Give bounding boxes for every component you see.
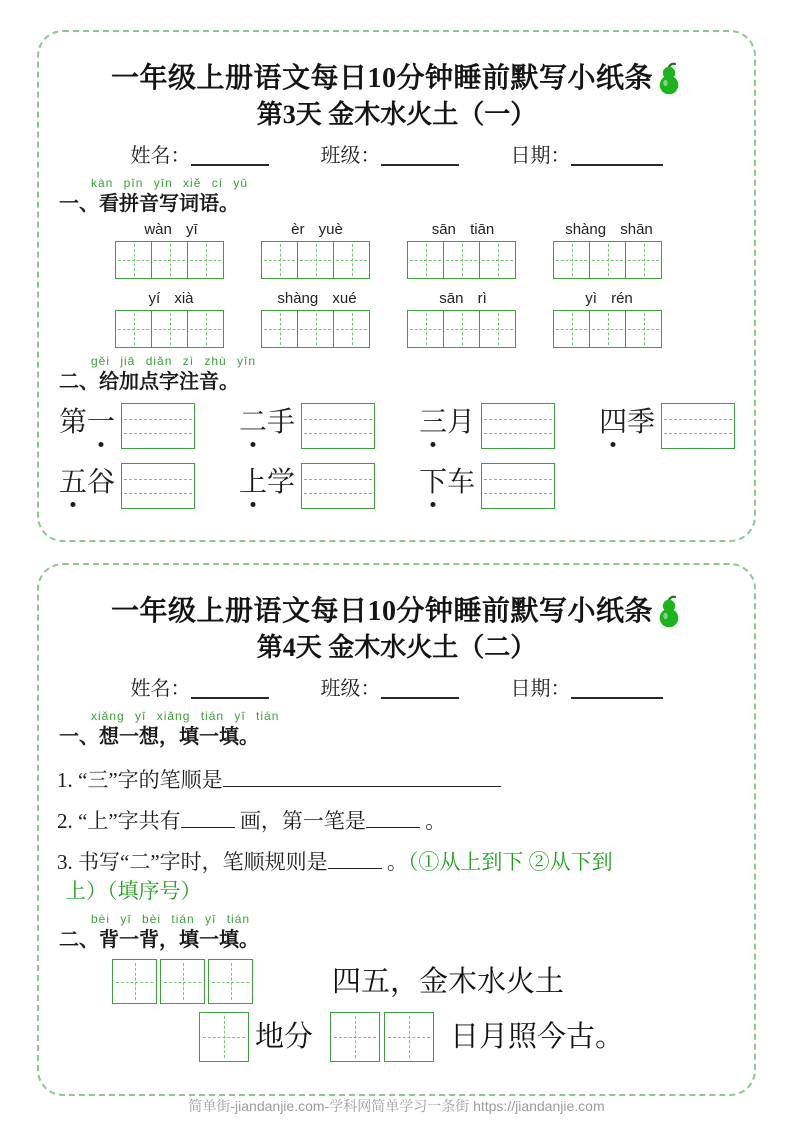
name-blank [191, 677, 269, 699]
section-1-header [39, 176, 754, 217]
tian-zi-ge-cell [479, 310, 516, 348]
date-field [511, 675, 663, 703]
site-watermark: 简单街-jiandanjie.com-学科网简单学习一条街 https://jiandanjie.com [188, 1098, 605, 1114]
question-text: 画，第一笔是 [234, 809, 366, 833]
tian-zi-ge-cell [333, 241, 370, 279]
word-annotation-group [419, 403, 555, 449]
word-annotation-group [239, 403, 375, 449]
question-text: 。 [419, 809, 447, 833]
student-info-row [39, 675, 754, 703]
pinyin-write-box [121, 403, 195, 449]
tian-zi-ge-cell [589, 241, 626, 279]
tian-zi-ge-box [330, 1012, 380, 1062]
question-2 [39, 807, 754, 836]
day-subtitle: 第4天 金木水火土（二） [256, 633, 537, 662]
tian-zi-ge-box [384, 1012, 434, 1062]
annotation-row-1 [39, 403, 754, 449]
date-label: 日期： [510, 678, 571, 700]
pinyin-write-box [301, 403, 375, 449]
poem-text: 四五，金木水火土 [332, 965, 565, 998]
character-grid [261, 310, 373, 348]
word-annotation-group [59, 463, 195, 509]
character-grid [261, 241, 373, 279]
pinyin-label: wàn yī [144, 221, 198, 238]
tian-zi-ge-cell [625, 241, 662, 279]
day-subtitle: 第3天 金木水火土（一） [256, 100, 537, 129]
question-text: 3. 书写“二”字时，笔顺规则是 [57, 850, 328, 874]
answer-blank [328, 849, 382, 869]
section-2-header [39, 912, 754, 953]
word-annotation-group [419, 463, 555, 509]
tian-zi-ge-box [208, 959, 253, 1004]
class-field [321, 142, 459, 170]
student-info-row [39, 142, 754, 170]
word-char: 手 [267, 407, 296, 438]
tian-zi-ge-cell [187, 310, 224, 348]
tian-zi-ge-cell [115, 241, 152, 279]
pinyin-write-box [301, 463, 375, 509]
class-label: 班级： [320, 145, 381, 167]
question-3 [39, 848, 754, 906]
pinyin-write-box [481, 403, 555, 449]
pinyin-write-group [261, 288, 373, 348]
poem-text: 地分 [255, 1021, 314, 1053]
name-label: 姓名： [130, 145, 191, 167]
pinyin-label: shàng shān [565, 221, 653, 238]
pinyin-write-group [407, 288, 519, 348]
pinyin-write-group [553, 219, 665, 279]
tian-zi-ge-cell [625, 310, 662, 348]
dotted-char: 上 [239, 467, 268, 498]
section-pinyin: bèi yī bèi tián yī tián [91, 912, 251, 926]
pinyin-label: yí xià [148, 290, 194, 307]
name-label: 姓名： [130, 678, 191, 700]
tian-zi-ge-cell [187, 241, 224, 279]
section-2-header [39, 354, 754, 395]
tian-zi-ge-cell [553, 241, 590, 279]
character-grid [115, 310, 227, 348]
answer-blank [181, 808, 235, 828]
pinyin-write-group [261, 219, 373, 279]
option-hint: 上）（填序号） [65, 879, 202, 903]
class-field [321, 675, 459, 703]
section-title: 二、背一背，填一填。 [59, 929, 259, 951]
tian-zi-ge-cell [261, 241, 298, 279]
dotted-char: 二 [239, 407, 268, 438]
word-annotation-group [599, 403, 735, 449]
word-text [239, 406, 295, 446]
answer-blank [366, 808, 420, 828]
word-annotation-group [59, 403, 195, 449]
pinyin-label: èr yuè [291, 221, 343, 238]
class-blank [381, 144, 459, 166]
date-blank [571, 677, 663, 699]
tian-zi-ge-cell [443, 241, 480, 279]
dotted-char: 下 [419, 467, 448, 498]
word-text [59, 406, 115, 446]
pinyin-write-box [661, 403, 735, 449]
section-title: 一、看拼音写词语。 [59, 193, 239, 215]
gourd-icon [656, 62, 682, 96]
worksheet-card-day3 [37, 30, 756, 542]
pinyin-write-box [481, 463, 555, 509]
word-text [59, 466, 115, 506]
gourd-icon [656, 595, 682, 629]
word-text [419, 466, 475, 506]
option-hint: （①从上到下 ②从下到 [407, 850, 613, 874]
section-title: 一、想一想，填一填。 [59, 726, 259, 748]
tian-zi-ge-cell [553, 310, 590, 348]
dotted-char: 四 [599, 407, 628, 438]
dotted-char: 三 [419, 407, 448, 438]
tian-zi-ge-cell [407, 310, 444, 348]
word-char: 第 [59, 407, 88, 438]
worksheet-title-row [39, 60, 754, 98]
pinyin-write-group [553, 288, 665, 348]
tian-zi-ge-cell [151, 310, 188, 348]
annotation-row-2 [39, 463, 754, 509]
worksheet-card-day4 [37, 563, 756, 1096]
tian-zi-ge-cell [407, 241, 444, 279]
dotted-char: 五 [59, 467, 88, 498]
tian-zi-ge-cell [479, 241, 516, 279]
question-text: 2. “上”字共有 [57, 809, 181, 833]
class-label: 班级： [320, 678, 381, 700]
tian-zi-ge-box [112, 959, 157, 1004]
word-annotation-group [239, 463, 375, 509]
question-text: 。 [381, 850, 408, 874]
tian-zi-ge-cell [297, 310, 334, 348]
dotted-char: 一 [87, 407, 116, 438]
tian-zi-ge-cell [297, 241, 334, 279]
date-label: 日期： [510, 145, 571, 167]
worksheet-title: 一年级上册语文每日10分钟睡前默写小纸条 [110, 596, 653, 627]
name-field [131, 142, 269, 170]
tian-zi-ge-box [160, 959, 205, 1004]
pinyin-write-group [115, 219, 227, 279]
character-grid [407, 310, 519, 348]
character-grid [553, 241, 665, 279]
pinyin-write-group [115, 288, 227, 348]
word-char: 季 [627, 407, 656, 438]
character-grid [407, 241, 519, 279]
word-char: 学 [267, 467, 296, 498]
tian-zi-ge-box [199, 1012, 249, 1062]
pinyin-write-box [121, 463, 195, 509]
pinyin-label: sān rì [439, 290, 487, 307]
word-char: 月 [447, 407, 476, 438]
question-1 [39, 766, 754, 795]
word-text [419, 406, 475, 446]
worksheet-title: 一年级上册语文每日10分钟睡前默写小纸条 [110, 63, 653, 94]
class-blank [381, 677, 459, 699]
word-char: 谷 [87, 467, 116, 498]
pinyin-label: yì rén [585, 290, 633, 307]
tian-zi-ge-cell [589, 310, 626, 348]
pinyin-write-group [407, 219, 519, 279]
word-char: 车 [447, 467, 476, 498]
answer-blank [223, 767, 501, 787]
name-blank [191, 144, 269, 166]
section-pinyin: gěi jiā diǎn zì zhù yīn [91, 354, 257, 368]
question-text: 1. “三”字的笔顺是 [57, 768, 223, 792]
worksheet-title-row [39, 593, 754, 631]
word-text [239, 466, 295, 506]
section-pinyin: xiǎng yī xiǎng tián yī tián [91, 709, 280, 723]
poem-text: 日月照今古。 [450, 1021, 625, 1053]
section-1-header [39, 709, 754, 750]
pinyin-grid-row-2 [39, 288, 754, 348]
section-pinyin: kàn pīn yīn xiě cí yǔ [91, 176, 249, 190]
poem-fill-line-1 [39, 959, 754, 1004]
section-title: 二、给加点字注音。 [59, 371, 239, 393]
pinyin-label: shàng xué [277, 290, 357, 307]
character-grid [553, 310, 665, 348]
pinyin-grid-row-1 [39, 219, 754, 279]
date-blank [571, 144, 663, 166]
word-text [599, 406, 655, 446]
tian-zi-ge-cell [115, 310, 152, 348]
date-field [511, 142, 663, 170]
tian-zi-ge-cell [443, 310, 480, 348]
tian-zi-ge-cell [151, 241, 188, 279]
tian-zi-ge-cell [333, 310, 370, 348]
character-grid [115, 241, 227, 279]
name-field [131, 675, 269, 703]
tian-zi-ge-cell [261, 310, 298, 348]
pinyin-label: sān tiān [431, 221, 495, 238]
poem-fill-line-2 [39, 1012, 754, 1062]
